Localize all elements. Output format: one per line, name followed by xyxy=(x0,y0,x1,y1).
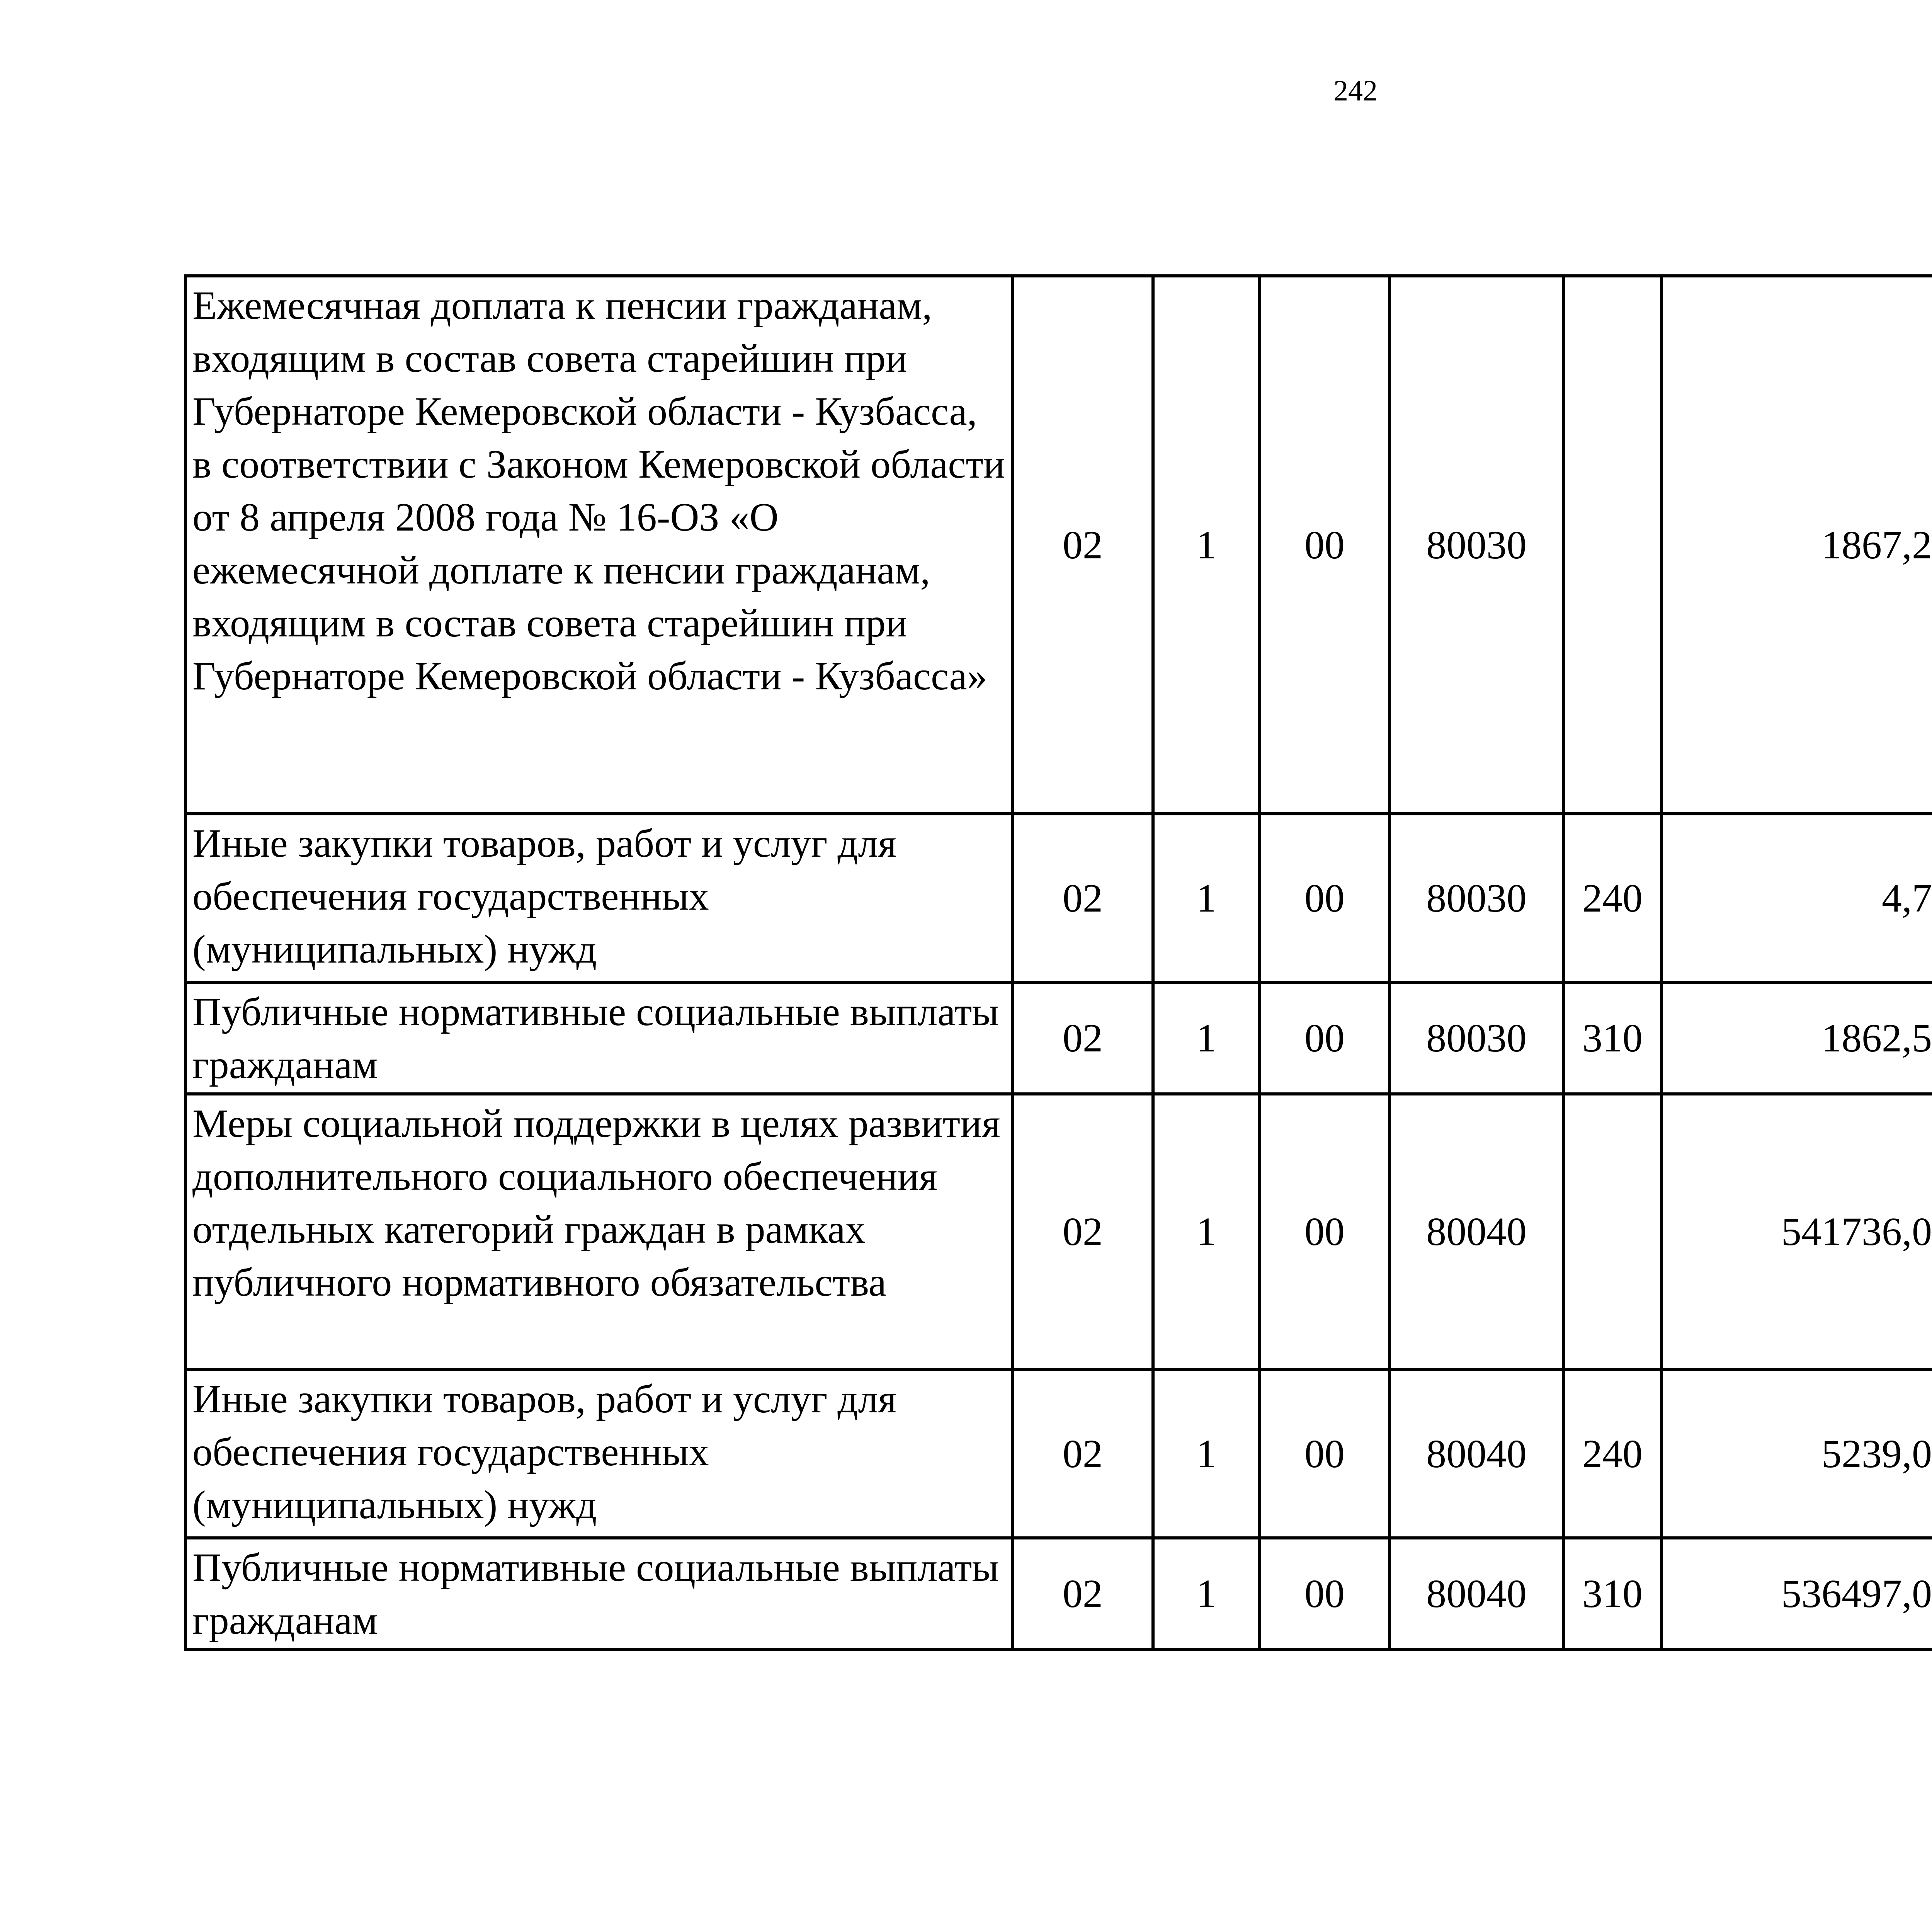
main-event-code-cell: 00 xyxy=(1260,814,1389,982)
table-row xyxy=(185,1094,1932,1369)
program-code-cell: 02 xyxy=(1012,1094,1153,1369)
row-name-cell: Иные закупки товаров, работ и услуг для обеспечения государственных (муниципальных) нужд xyxy=(185,814,1012,982)
program-code-cell: 02 xyxy=(1012,814,1153,982)
subprogram-code-cell: 1 xyxy=(1153,1094,1260,1369)
row-name-cell: Меры социальной поддержки в целях развития дополнительного социального обеспечения отдельных категорий граждан в рамках публичного нормативного обязательства xyxy=(185,1094,1012,1369)
main-event-code-cell: 00 xyxy=(1260,1094,1389,1369)
subprogram-code-cell: 1 xyxy=(1153,814,1260,982)
amount-year1-cell: 541736,0 xyxy=(1662,1094,1932,1369)
expense-type-cell: 310 xyxy=(1563,1538,1662,1650)
program-code-cell: 02 xyxy=(1012,1369,1153,1538)
direction-code-cell: 80040 xyxy=(1389,1538,1563,1650)
subprogram-code-cell: 1 xyxy=(1153,1369,1260,1538)
expense-type-cell: 240 xyxy=(1563,1369,1662,1538)
subprogram-code-cell: 1 xyxy=(1153,982,1260,1094)
row-name-cell: Публичные нормативные социальные выплаты гражданам xyxy=(185,1538,1012,1650)
table-row xyxy=(185,276,1932,814)
table-row xyxy=(185,982,1932,1094)
amount-year1-cell: 4,7 xyxy=(1662,814,1932,982)
direction-code-cell: 80040 xyxy=(1389,1094,1563,1369)
amount-year1-cell: 1862,5 xyxy=(1662,982,1932,1094)
program-code-cell: 02 xyxy=(1012,982,1153,1094)
row-name-cell: Публичные нормативные социальные выплаты гражданам xyxy=(185,982,1012,1094)
amount-year1-cell: 536497,0 xyxy=(1662,1538,1932,1650)
direction-code-cell: 80040 xyxy=(1389,1369,1563,1538)
expense-type-cell xyxy=(1563,276,1662,814)
subprogram-code-cell: 1 xyxy=(1153,1538,1260,1650)
direction-code-cell: 80030 xyxy=(1389,814,1563,982)
page-number: 242 xyxy=(1333,75,1378,107)
row-name-cell: Ежемесячная доплата к пенсии гражданам, входящим в состав совета старейшин при Губернаторе Кемеровской области - Кузбасса, в соответствии с Законом Кемеровской области от 8 апреля 2008 года № 16-ОЗ «О ежемесячной доплате к пенсии гражданам, входящим в состав совета старейшин при Губернаторе Кемеровской области - Кузбасса» xyxy=(185,276,1012,814)
table-row xyxy=(185,1369,1932,1538)
main-event-code-cell: 00 xyxy=(1260,1538,1389,1650)
program-code-cell: 02 xyxy=(1012,1538,1153,1650)
row-name-cell: Иные закупки товаров, работ и услуг для обеспечения государственных (муниципальных) нужд xyxy=(185,1369,1012,1538)
direction-code-cell: 80030 xyxy=(1389,276,1563,814)
budget-table xyxy=(184,274,1932,1651)
subprogram-code-cell: 1 xyxy=(1153,276,1260,814)
main-event-code-cell: 00 xyxy=(1260,276,1389,814)
program-code-cell: 02 xyxy=(1012,276,1153,814)
expense-type-cell: 310 xyxy=(1563,982,1662,1094)
direction-code-cell: 80030 xyxy=(1389,982,1563,1094)
table-row xyxy=(185,814,1932,982)
main-event-code-cell: 00 xyxy=(1260,1369,1389,1538)
expense-type-cell: 240 xyxy=(1563,814,1662,982)
amount-year1-cell: 1867,2 xyxy=(1662,276,1932,814)
main-event-code-cell: 00 xyxy=(1260,982,1389,1094)
table-row xyxy=(185,1538,1932,1650)
expense-type-cell xyxy=(1563,1094,1662,1369)
amount-year1-cell: 5239,0 xyxy=(1662,1369,1932,1538)
